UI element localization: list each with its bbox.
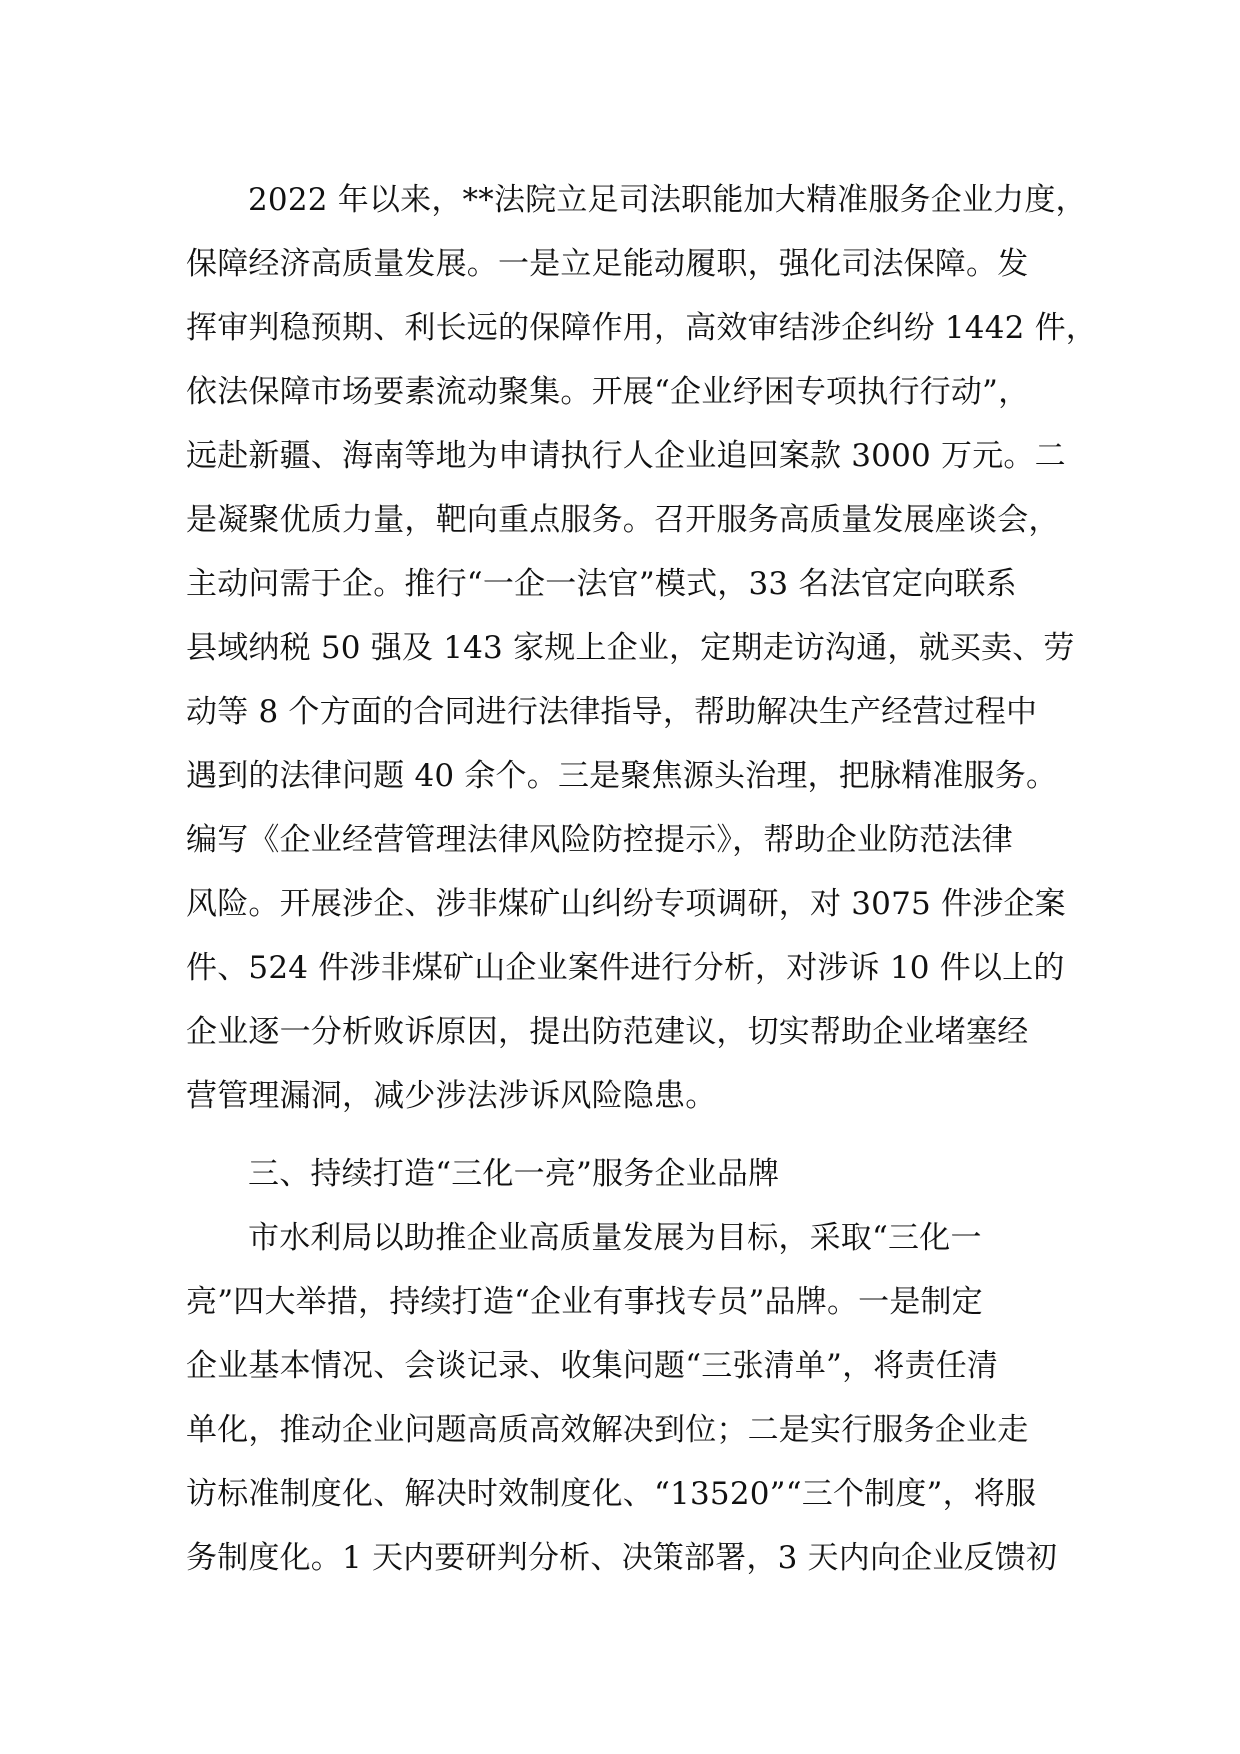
text-line: 保障经济高质量发展。一是立足能动履职，强化司法保障。发 [186, 246, 1029, 282]
text-line: 动等 8 个方面的合同进行法律指导，帮助解决生产经营过程中 [186, 694, 1038, 730]
text-line: 主动问需于企。推行“一企一法官”模式，33 名法官定向联系 [186, 566, 1017, 602]
text-line: 件、524 件涉非煤矿山企业案件进行分析，对涉诉 10 件以上的 [186, 950, 1065, 986]
text-line: 企业基本情况、会谈记录、收集问题“三张清单”，将责任清 [186, 1348, 999, 1384]
text-line: 务制度化。1 天内要研判分析、决策部署，3 天内向企业反馈初 [186, 1540, 1058, 1576]
section-water-bureau [186, 1142, 1086, 1590]
text-line: 依法保障市场要素流动聚集。开展“企业纾困专项执行行动”， [186, 374, 1030, 410]
text-line: 亮”四大举措，持续打造“企业有事找专员”品牌。一是制定 [186, 1284, 983, 1320]
text-line: 遇到的法律问题 40 余个。三是聚焦源头治理，把脉精准服务。 [186, 758, 1058, 794]
text-line: 风险。开展涉企、涉非煤矿山纠纷专项调研，对 3075 件涉企案 [186, 886, 1066, 922]
text-line: 市水利局以助推企业高质量发展为目标，采取“三化一 [248, 1220, 982, 1256]
text-line: 访标准制度化、解决时效制度化、“13520”“三个制度”，将服 [186, 1476, 1037, 1512]
text-line: 2022 年以来，**法院立足司法职能加大精准服务企业力度， [248, 182, 1087, 218]
section-heading: 三、持续打造“三化一亮”服务企业品牌 [248, 1156, 780, 1192]
text-line: 挥审判稳预期、利长远的保障作用，高效审结涉企纠纷 1442 件， [186, 310, 1097, 346]
text-line: 营管理漏洞，减少涉法涉诉风险隐患。 [186, 1078, 717, 1114]
text-line: 县域纳税 50 强及 143 家规上企业，定期走访沟通，就买卖、劳 [186, 630, 1075, 666]
paragraph-court-services [186, 168, 1097, 1128]
text-line: 企业逐一分析败诉原因，提出防范建议，切实帮助企业堵塞经 [186, 1014, 1029, 1050]
text-line: 单化，推动企业问题高质高效解决到位；二是实行服务企业走 [186, 1412, 1029, 1448]
text-line: 编写《企业经营管理法律风险防控提示》，帮助企业防范法律 [186, 822, 1013, 858]
text-line: 是凝聚优质力量，靶向重点服务。召开服务高质量发展座谈会， [186, 502, 1060, 538]
text-line: 远赴新疆、海南等地为申请执行人企业追回案款 3000 万元。二 [186, 438, 1066, 474]
